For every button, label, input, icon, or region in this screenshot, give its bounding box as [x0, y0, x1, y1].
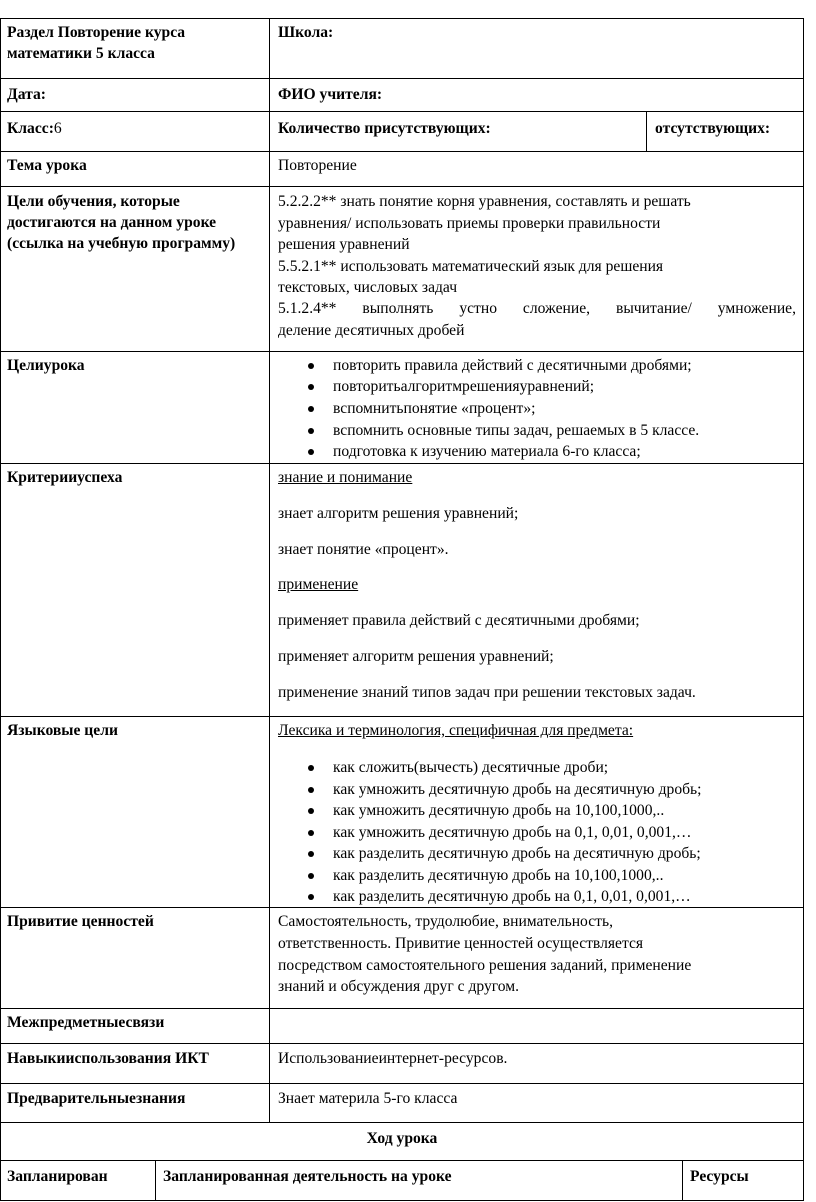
lesson-goal-item: вспомнить основные типы задач, решаемых в 5 классе. [333, 422, 700, 439]
criteria-line: знает понятие «процент». [278, 541, 449, 558]
language-item: как умножить десятичную дробь на десятичную дробь; [333, 781, 702, 798]
criteria-line: применяет правила действий с десятичными дробями; [278, 612, 640, 629]
teacher-label: ФИО учителя: [278, 86, 383, 103]
rule [0, 463, 804, 464]
rule [682, 1160, 683, 1201]
ict-label: Навыкииспользования ИКТ [7, 1050, 209, 1067]
planned-time-header: Запланирован [7, 1168, 108, 1185]
bullet-icon [308, 363, 314, 369]
rule [0, 351, 804, 352]
rule [646, 111, 647, 152]
lesson-goal-item: вспомнитьпонятие «процент»; [333, 400, 536, 417]
bullet-icon [308, 808, 314, 814]
vocabulary-heading: Лексика и терминология, специфичная для предмета: [278, 722, 634, 739]
learning-goals-label: Цели обучения, которые достигаются на данном уроке (ссылка на учебную программу) [7, 193, 236, 252]
goal-line: 5.1.2.4** выполнять устно сложение, вычитание/ умножение, [278, 300, 796, 317]
language-item: как сложить(вычесть) десятичные дроби; [333, 759, 609, 776]
values-line: знаний и обсуждения друг с другом. [278, 978, 520, 995]
rule [803, 18, 804, 1201]
class-field [7, 118, 62, 139]
rule [0, 151, 804, 152]
values-label: Привитие ценностей [7, 913, 154, 930]
date-label: Дата: [7, 86, 46, 103]
goal-line: деление десятичных дробей [278, 322, 465, 339]
interdisciplinary-label: Межпредметныесвязи [7, 1014, 165, 1031]
rule [0, 18, 804, 19]
bullet-icon [308, 894, 314, 900]
topic-label: Тема урока [7, 157, 87, 174]
rule [0, 907, 804, 908]
criteria-heading-application: применение [278, 576, 359, 593]
bullet-icon [308, 787, 314, 793]
present-label: Количество присутствующих: [278, 120, 491, 137]
criteria-line: применяет алгоритм решения уравнений; [278, 648, 554, 665]
bullet-icon [308, 830, 314, 836]
language-item: как умножить десятичную дробь на 0,1, 0,01, 0,001,… [333, 824, 692, 841]
bullet-icon [308, 873, 314, 879]
rule [0, 1122, 804, 1123]
rule [0, 1008, 804, 1009]
goal-line: текстовых, числовых задач [278, 279, 458, 296]
section-title: Раздел Повторение курса математики 5 класса [7, 24, 186, 62]
goal-line: 5.5.2.1** использовать математический язык для решения [278, 258, 664, 275]
bullet-icon [308, 406, 314, 412]
rule [0, 716, 804, 717]
rule [0, 186, 804, 187]
resources-header: Ресурсы [690, 1168, 749, 1185]
bullet-icon [308, 449, 314, 455]
lesson-flow-title: Ход урока [366, 1130, 438, 1147]
prior-knowledge-label: Предварительныезнания [7, 1090, 186, 1107]
criteria-line: знает алгоритм решения уравнений; [278, 505, 519, 522]
rule [0, 1083, 804, 1084]
bullet-icon [308, 851, 314, 857]
class-value: 6 [53, 120, 62, 137]
rule [0, 1200, 804, 1201]
rule [0, 1043, 804, 1044]
rule [269, 18, 270, 1123]
rule [0, 1160, 804, 1161]
values-line: Самостоятельность, трудолюбие, внимательность, [278, 913, 613, 930]
values-line: посредством самостоятельного решения заданий, применение [278, 957, 692, 974]
planned-activity-header: Запланированная деятельность на уроке [163, 1168, 452, 1185]
rule [0, 78, 804, 79]
lesson-goal-item: повторить правила действий с десятичными дробями; [333, 357, 692, 374]
language-item: как разделить десятичную дробь на 0,1, 0,01, 0,001,… [333, 888, 691, 905]
lesson-goals-label: Целиурока [7, 357, 85, 374]
bullet-icon [308, 428, 314, 434]
bullet-icon [308, 384, 314, 390]
success-criteria-label: Критерииуспеха [7, 469, 123, 486]
language-item: как умножить десятичную дробь на 10,100,1000,.. [333, 802, 665, 819]
goal-line: уравнения/ использовать приемы проверки правильности [278, 215, 661, 232]
absent-label: отсутствующих: [655, 120, 771, 137]
topic-value: Повторение [278, 157, 357, 174]
language-item: как разделить десятичную дробь на десятичную дробь; [333, 845, 701, 862]
goal-line: 5.2.2.2** знать понятие корня уравнения, составлять и решать [278, 193, 691, 210]
goal-line: решения уравнений [278, 236, 410, 253]
ict-value: Использованиеинтернет-ресурсов. [278, 1050, 508, 1067]
criteria-heading-knowledge: знание и понимание [278, 469, 413, 486]
values-line: ответственность. Привитие ценностей осуществляется [278, 935, 644, 952]
prior-knowledge-value: Знает материла 5-го класса [278, 1090, 458, 1107]
lesson-goal-item: повторитьалгоритмрешенияуравнений; [333, 378, 595, 395]
rule [0, 18, 1, 1201]
language-item: как разделить десятичную дробь на 10,100,1000,.. [333, 867, 664, 884]
criteria-line: применение знаний типов задач при решении текстовых задач. [278, 684, 696, 701]
rule [155, 1160, 156, 1201]
bullet-icon [308, 765, 314, 771]
school-label: Школа: [278, 24, 334, 41]
rule [0, 111, 804, 112]
class-label: Класс: [7, 120, 54, 137]
language-goals-label: Языковые цели [7, 722, 118, 739]
lesson-goal-item: подготовка к изучению материала 6-го класса; [333, 443, 641, 460]
